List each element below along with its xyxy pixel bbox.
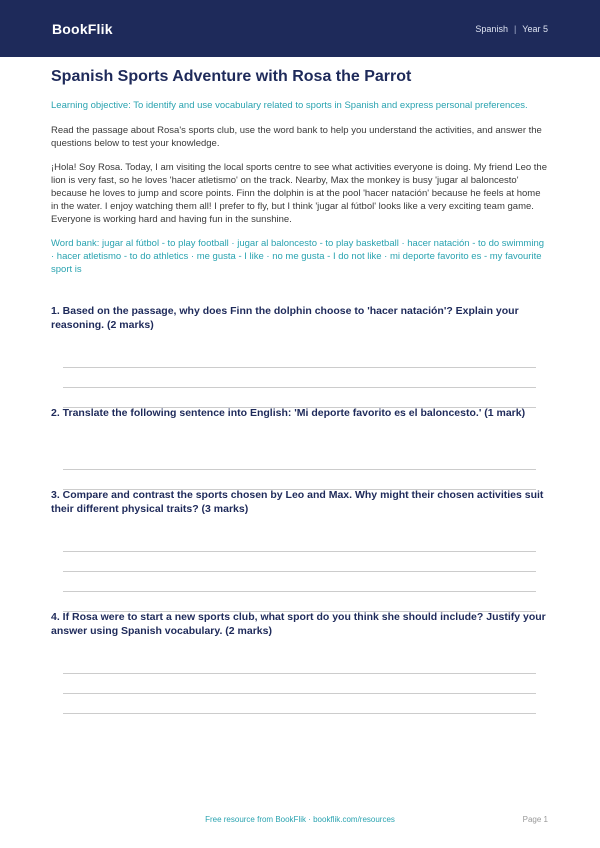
- answer-line[interactable]: [63, 673, 536, 674]
- question-4: [51, 610, 551, 638]
- question-1: [51, 304, 551, 332]
- header-meta: [475, 24, 548, 34]
- answer-line[interactable]: [63, 713, 536, 714]
- answer-line[interactable]: [63, 693, 536, 694]
- word-bank: Word bank: jugar al fútbol - to play football · jugar al baloncesto - to play basketball · hacer natación - to do swimming · hacer atletismo - to do athletics · me gusta - I like · no me gusta - I do not like · mi deporte favorito es - my favourite sport is: [51, 237, 545, 275]
- question-2: [51, 406, 551, 420]
- footer-credit-link[interactable]: Free resource from BookFlik · bookflik.com/resources: [205, 815, 395, 824]
- answer-line[interactable]: [63, 551, 536, 552]
- year-label: Year 5: [522, 23, 548, 34]
- page-number: Page 1: [522, 815, 548, 824]
- page-footer: [0, 815, 600, 829]
- reading-passage: ¡Hola! Soy Rosa. Today, I am visiting the local sports centre to see what activities everyone is doing. My friend Leo the lion is very fast, so he loves 'hacer atletismo' on the track. Nearby, Max the monkey is busy 'jugar al baloncesto' because he loves to jump and score points. Finn the dolphin is at the pool 'hacer natación' because he feels at home in the water. I enjoy watching them all! I prefer to fly, but I think 'jugar al fútbol' looks like a very exciting team game. Everyone is working hard and having fun in the sunshine.: [51, 161, 548, 225]
- question-text: 4. If Rosa were to start a new sports club, what sport do you think she should include? Justify your answer using Spanish vocabulary. (2 marks): [51, 611, 546, 637]
- subject-label: Spanish: [475, 23, 508, 34]
- answer-line[interactable]: [63, 387, 536, 388]
- question-text: 1. Based on the passage, why does Finn the dolphin choose to 'hacer natación'? Explain your reasoning. (2 marks): [51, 305, 519, 331]
- brand-logo[interactable]: BookFlik: [52, 20, 113, 37]
- question-text: 3. Compare and contrast the sports chosen by Leo and Max. Why might their chosen activities suit their different physical traits? (3 marks): [51, 489, 544, 515]
- worksheet-content: [51, 62, 548, 276]
- learning-objective: Learning objective: To identify and use vocabulary related to sports in Spanish and express personal preferences.: [51, 100, 528, 111]
- page-title: Spanish Sports Adventure with Rosa the Parrot: [51, 68, 412, 85]
- answer-line[interactable]: [63, 571, 536, 572]
- instructions: Read the passage about Rosa's sports club, use the word bank to help you understand the activities, and answer the questions below to test your knowledge.: [51, 124, 542, 149]
- header-bar: [0, 0, 600, 57]
- answer-line[interactable]: [63, 469, 536, 470]
- answer-line[interactable]: [63, 591, 536, 592]
- question-3: [51, 488, 551, 516]
- question-text: 2. Translate the following sentence into English: 'Mi deporte favorito es el baloncesto.' (1 mark): [51, 407, 526, 419]
- answer-line[interactable]: [63, 367, 536, 368]
- meta-separator: |: [513, 23, 517, 34]
